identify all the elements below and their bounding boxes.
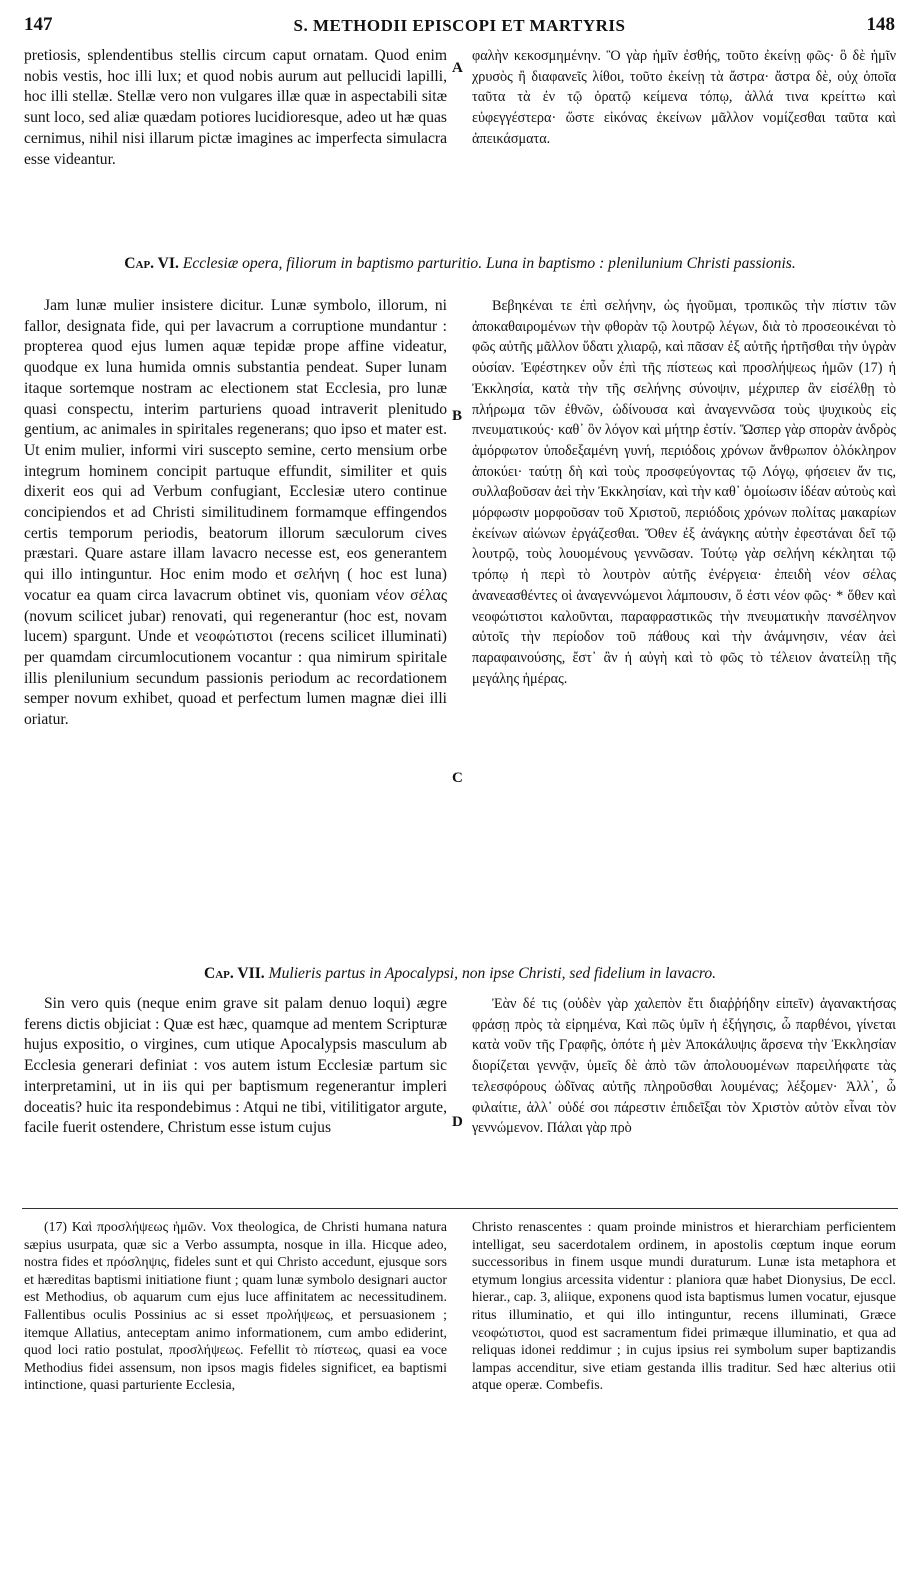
margin-letter-d: D [452,1114,463,1130]
greek-column-chapter-7: Ἐὰν δέ τις (οὐδὲν γὰρ χαλεπὸν ἔτι διαῤῥήδην εἰπεῖν) ἀγανακτήσας φράσῃ πρὸς τὰ εἰρημένα, Καὶ πῶς ὑμῖν ἡ ἐξήγησις, ὦ παρθένοι, γίνεται κατὰ νοῦν τῆς Γραφῆς, ὁπότε ἡ μὲν Ἀποκάλυψις ἄρσενα τὴν Ἐκκλησίαν διορίζεται γεννᾷν, ὑμεῖς δὲ ἀπὸ τῶν ἀπολουομένων παρειλήφατε τὰς τελεσφόρους ὠδῖνας αὐτῆς πληροῦσθαι λουμένας; λέξομεν· Ἀλλ᾽, ὦ φιλαίτιε, ἀλλ᾽ οὐδέ σοι πάρεστιν ἐπιδεῖξαι τὸν Χριστὸν αὐτὸν εἶναι τὸν γεννώμενον. Πάλαι γὰρ πρὸ [472,996,896,1137]
greek-column-intro: φαλὴν κεκοσμημένην. Ὃ γὰρ ἡμῖν ἐσθής, τοῦτο ἐκείνῃ φῶς· ὃ δὲ ἡμῖν χρυσὸς ἢ διαφανεῖς λίθοι, τοῦτο ἐκείνῃ τὰ ἄστρα· ἄστρα δὲ, οὐχ ὁποῖα ταῦτα τὰ ἐν τῷ ὁρατῷ κείμενα τόπῳ, ἀλλά τινα κρείττω καὶ εὐφεγγέστερα· ὥστε εἰκόνας ἐκείνων μᾶλλον νομίζεσθαι ταῦτα καὶ ἀπεικάσματα. [472,48,896,147]
running-title: S. METHODII EPISCOPI ET MARTYRIS [293,16,626,35]
chapter-7-heading [24,964,896,983]
margin-letter-a: A [452,60,463,76]
latin-column-chapter-7: Sin vero quis (neque enim grave sit palam denuo loqui) ægre ferens dictis objiciat : Quæ est hæc, quamque ad mentem Scripturæ hujus expositio, o virgines, cum utique Apocalypsis masculum ab Ecclesia generari definiat : vos autem istum Ecclesiæ partum sic interpretamini, ut in iis qui per baptismum regenerantur impleri doceatis? huic ita respondebimus : Atqui ne tibi, vitilitigator argute, facile fuerit ostendere, Christum esse istum cujus [24,995,447,1137]
chapter-6-title: Ecclesiæ opera, filiorum in baptismo parturitio. Luna in baptismo : plenilunium Christi passionis. [182,255,796,272]
page-number-left: 147 [24,14,53,35]
latin-column-intro: pretiosis, splendentibus stellis circum caput ornatam. Quod enim nobis vestis, hoc illi lux; et quod nobis aurum aut pellucidi lapilli, hoc illi stellæ. Stellæ vero non vulgares illæ quæ in aspectabili sitæ sunt loco, sed aliæ quædam potiores lucidioresque, adeo ut hæ quas cernimus, nihil nisi illarum pictæ imagines ac imperfecta simulacra esse videantur. [24,47,447,168]
footnote-right-column: Christo renascentes : quam proinde ministros et hierarchiam perficientem intelligat, seu sacerdotalem ordinem, in apostolis cœptum inque eorum successoribus in finem usque mundi duraturum. Lunæ ista metaphora et etymum longius arcessita videntur : planiora quæ habet Dionysius, De eccl. hierar., cap. 3, aliique, exponens quod ista baptismus lumen vocatur, ejusque ritus illuminatio, et qui illo intinguntur, recens illuminati, Græce νεοφώτιστοι, quod est sacramentum fidei primæque illuminatio, et qua ad reliquas idonei reddimur ; in cujus ipsius rei symbolum super baptizandis lampas accenditur, sive etiam gestanda illis traditur. Sed hæc alterius otii atque operæ. Combefis. [472,1219,896,1393]
chapter-6-label: Cap. VI. [124,255,179,272]
margin-letter-c: C [452,770,463,786]
chapter-6-heading [24,254,896,273]
footnote-left-column: (17) Καὶ προσλήψεως ἡμῶν. Vox theologica, de Christi humana natura sæpius usurpata, quæ sic a Verbo assumpta, nosque in illa. Hicque adeo, nostra fides et πρόσληψις, fideles sunt et qui Christo accedunt, ejusque sors et hæreditas baptismi initiatione fiunt ; quam lunæ symbolo designari auctor est Methodius, ob aquarum cum ejus luce affinitatem ac necessitudinem. Fallentibus oculis Possinius ac si esset προλήψεως, et persuasionem ; itemque Allatius, anteceptam animo informationem, cum ambo ediderint, quod loci ratio postulat, προσλήψεως. Fefellit τὸ πίστεως, quasi ea voce Methodius fidei assensum, non ipsos magis fideles significet, ea baptismi intinctione, quasi parturiente Ecclesia, [24,1219,447,1393]
chapter-7-title: Mulieris partus in Apocalypsi, non ipse Christi, sed fidelium in lavacro. [268,965,717,982]
greek-column-chapter-6: Βεβηκέναι τε ἐπὶ σελήνην, ὡς ἡγοῦμαι, τροπικῶς τὴν πίστιν τῶν ἀποκαθαιρομένων τὴν φθορὰν τῷ λουτρῷ λέγων, διὰ τὸ προσεοικέναι τὸ φῶς αὐτῆς μᾶλλον ὕδατι χλιαρῷ, καὶ πᾶσαν ἐξ αὐτῆς ἠρτῆσθαι τὴν ὑγρὰν οὐσίαν. Ἐφέστηκεν οὖν ἐπὶ τῆς πίστεως καὶ προσλήψεως ἡμῶν (17) ἡ Ἐκκλησία, κατὰ τὴν τῆς σελήνης σύνοψιν, μέχριπερ ἂν εἰσέλθῃ τὸ πλήρωμα τῶν ἐθνῶν, ὠδίνουσα καὶ ἀναγεννῶσα τοὺς ψυχικοὺς εἰς πνευματικούς· καθ᾽ ὃν λόγον καὶ μήτηρ ἐστίν. Ὥσπερ γὰρ σπορὰν ἀνδρὸς ἀμόρφωτον ὑποδεξαμένη γυνή, περιόδοις χρόνων ἄνθρωπον ὁλόκληρον ἀποκύει· ταύτῃ δὴ καὶ τοὺς προσφεύγοντας τῷ Λόγῳ, φήσειεν ἄν τις, συλλαβοῦσαν ἀεὶ τὴν Ἐκκλησίαν, καὶ τὴν καθ᾽ ὁμοίωσιν ἰδέαν αὐτοὺς καὶ μόρφωσιν μορφοῦσαν τοῦ Χριστοῦ, περιόδοις χρόνων πολίτας μακαρίων ἐκείνων αἰώνων ἐργάζεσθαι. Ὅθεν ἐξ ἀνάγκης αὐτὴν ἐφεστάναι δεῖ τῷ λουτρῷ, τοὺς λουομένους γεννῶσαν. Τούτῳ γὰρ σελήνη κέκληται τῷ τρόπῳ ἡ περὶ τὸ λουτρὸν αὐτῆς ἐνέργεια· ἐπειδὴ νέον σέλας ἀνανεασθέντες οἱ ἀναγεννώμενοι λάμπουσιν, ὅ ἐστι νέον φῶς· * ὅθεν καὶ νεοφώτιστοι καλοῦνται, παραφραστικῶς τὴν πνευματικὴν πανσέληνον αὐτοῖς τὴν περίοδον τοῦ πάθους καὶ τὴν ἀνάμνησιν, νέαν ἀεὶ παραφαινούσης, ἔστ᾽ ἂν ἡ αὐγὴ καὶ τὸ φῶς τὸ τέλειον ἀνατείλῃ τῆς μεγάλης ἡμέρας. [472,298,896,687]
chapter-7-label: Cap. VII. [203,965,265,982]
margin-letter-b: B [452,408,463,424]
latin-column-chapter-6: Jam lunæ mulier insistere dicitur. Lunæ symbolo, illorum, ni fallor, designata fide, qui per lavacrum a corruptione mundantur : propterea quod ejus lumen aquæ tepidæ prope affine videatur, quodque ex luna humida omnis substantia pendeat. Super lunam itaque sortemque nostram ac electionem stat Ecclesia, pro lunæ quasi conspectu, interim parturiens quoad intraverit plenitudo gentium, ac animales in spiritales regenerans; quo ipso et mater est. Ut enim mulier, informi viri suscepto semine, certo mensium orbe integrum hominem concipit partuque effundit, similiter et quis dixerit eos qui ad Verbum confugiant, Ecclesiæ utero continue concipiendos et ad Christi similitudinem formamque effingendos certis temporum periodis, beatorum illorum sæculorum cives præstari. Quare astare illam lavacro necesse est, eos generantem qui illo intinguntur. Hoc enim modo et σελήνη ( hoc est luna) vocatur ea quam circa lavacrum obtinet vis, quoniam νέον σέλας (novum scilicet jubar) renovati, qui regenerantur (hoc est, novam lucem) spargunt. Unde et νεοφώτιστοι (recens scilicet illuminati) per quamdam circumlocutionem vocantur : qua nimirum spiritale illis plenilunium secundum passionis periodum ac recordationem semper novum exhibet, quoad et perfectum lumen magnæ diei illi oriatur. [24,297,447,729]
footnote-divider [22,1208,898,1209]
page-number-right: 148 [866,14,895,35]
